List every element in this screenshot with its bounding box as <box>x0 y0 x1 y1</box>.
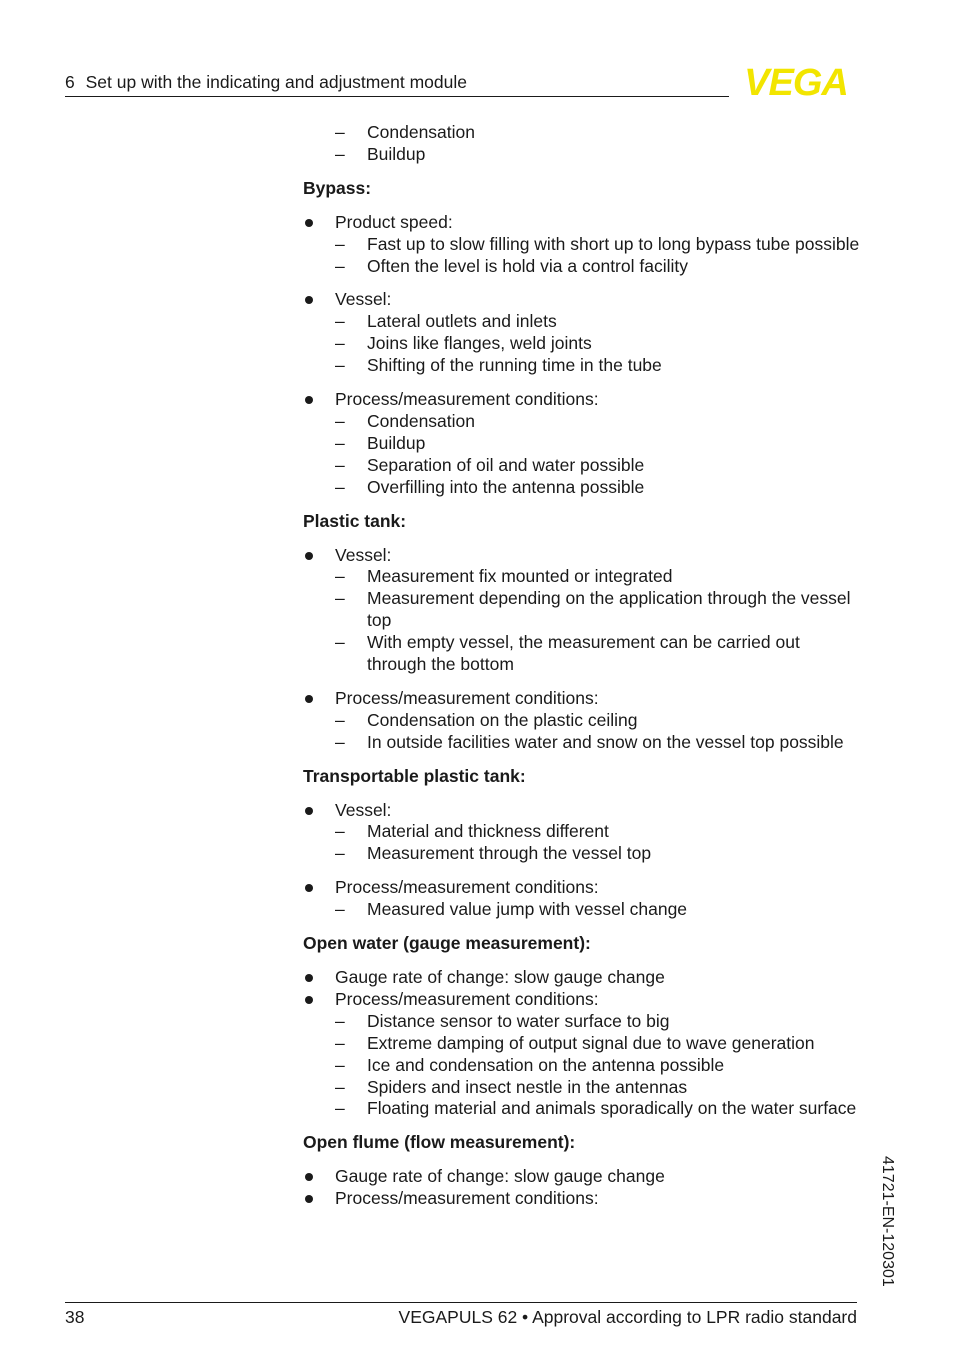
bullet-group <box>303 289 863 377</box>
dash-marker: – <box>335 1010 345 1031</box>
dash-marker: – <box>335 843 345 864</box>
section-heading: Plastic tank: <box>303 510 407 531</box>
bullet-dot-icon <box>305 396 313 404</box>
dash-item-text: Distance sensor to water surface to big <box>367 1010 670 1031</box>
dash-item-text: Shifting of the running time in the tube <box>367 355 662 376</box>
section-title: Set up with the indicating and adjustment module <box>85 72 467 92</box>
dash-item-text: Condensation on the plastic ceiling <box>367 709 638 730</box>
bullet-text: Vessel: <box>335 289 392 310</box>
bullet-group <box>303 967 863 989</box>
dash-item <box>303 144 863 166</box>
dash-item <box>303 355 863 377</box>
dash-item-text: Measurement fix mounted or integrated <box>367 566 673 587</box>
dash-marker: – <box>335 709 345 730</box>
dash-item-text: Condensation <box>367 410 475 431</box>
dash-item <box>303 234 863 256</box>
bullet-text: Gauge rate of change: slow gauge change <box>335 967 665 987</box>
page-content <box>303 122 863 1210</box>
bullet-item <box>303 1166 863 1188</box>
bullet-item <box>303 289 863 311</box>
section-number: 6 <box>65 72 75 92</box>
dash-item-text: Spiders and insect nestle in the antennas <box>367 1076 688 1097</box>
bullet-text: Process/measurement conditions: <box>335 389 599 410</box>
bullet-text: Vessel: <box>335 799 392 820</box>
dash-item <box>303 821 863 843</box>
bullet-dot-icon <box>305 219 313 227</box>
dash-item <box>303 710 863 732</box>
dash-item-text: Floating material and animals sporadically on the water surface <box>367 1098 857 1119</box>
dash-item <box>303 333 863 355</box>
dash-marker: – <box>335 333 345 354</box>
bullet-item <box>303 545 863 567</box>
bullet-group <box>303 688 863 754</box>
bullet-dot-icon <box>305 807 313 815</box>
section-heading: Transportable plastic tank: <box>303 765 526 786</box>
page-number: 38 <box>65 1307 85 1327</box>
bullet-text: Process/measurement conditions: <box>335 1188 599 1209</box>
dash-item <box>303 311 863 333</box>
bullet-text: Product speed: <box>335 211 453 232</box>
bullet-group <box>303 1166 863 1188</box>
bullet-item <box>303 1188 863 1210</box>
dash-marker: – <box>335 432 345 453</box>
dash-item <box>303 1098 863 1120</box>
dash-item <box>303 843 863 865</box>
dash-marker: – <box>335 1054 345 1075</box>
bullet-item <box>303 800 863 822</box>
bullet-text: Process/measurement conditions: <box>335 988 599 1009</box>
dash-marker: – <box>335 476 345 497</box>
bullet-dot-icon <box>305 1173 313 1181</box>
logo-text: VEGA <box>744 64 848 100</box>
vega-logo <box>733 64 859 100</box>
bullet-text: Gauge rate of change: slow gauge change <box>335 1166 665 1187</box>
section-heading: Open flume (flow measurement): <box>303 1132 576 1153</box>
bullet-item <box>303 877 863 899</box>
dash-marker: – <box>335 255 345 276</box>
dash-item-text: Material and thickness different <box>367 821 609 842</box>
dash-item <box>303 566 863 588</box>
dash-item-text: In outside facilities water and snow on the vessel top possible <box>367 731 844 752</box>
bullet-item <box>303 967 863 989</box>
dash-item-text: Measured value jump with vessel change <box>367 899 688 920</box>
dash-item-text: Measurement through the vessel top <box>367 843 652 864</box>
dash-item-text: Buildup <box>367 432 426 453</box>
bullet-dot-icon <box>305 996 313 1004</box>
bullet-dot-icon <box>305 974 313 982</box>
dash-item <box>303 256 863 278</box>
dash-item-text: Often the level is hold via a control facility <box>367 255 688 276</box>
dash-item-text: Condensation <box>367 122 475 142</box>
dash-item <box>303 122 863 144</box>
bullet-group <box>303 800 863 866</box>
bullet-dot-icon <box>305 296 313 304</box>
bullet-dot-icon <box>305 884 313 892</box>
dash-marker: – <box>335 566 345 587</box>
bullet-dot-icon <box>305 1195 313 1203</box>
document-number: 41721-EN-120301 <box>879 1156 896 1287</box>
bullet-item <box>303 389 863 411</box>
section <box>303 933 863 1120</box>
dash-item <box>303 455 863 477</box>
dash-item <box>303 588 863 632</box>
sections <box>303 178 863 1210</box>
bullet-text: Process/measurement conditions: <box>335 877 599 898</box>
dash-item <box>303 1033 863 1055</box>
bullet-group <box>303 545 863 676</box>
dash-item-text: Buildup <box>367 143 426 164</box>
dash-marker: – <box>335 311 345 332</box>
dash-marker: – <box>335 588 345 609</box>
dash-item-text: Ice and condensation on the antenna possible <box>367 1054 725 1075</box>
dash-item-text: Measurement depending on the application through the vessel top <box>367 588 851 631</box>
dash-item <box>303 1077 863 1099</box>
section <box>303 511 863 754</box>
dash-marker: – <box>335 454 345 475</box>
section-heading: Bypass: <box>303 177 372 198</box>
bullet-dot-icon <box>305 552 313 560</box>
dash-item <box>303 411 863 433</box>
dash-marker: – <box>335 143 345 164</box>
bullet-item <box>303 688 863 710</box>
dash-item <box>303 1055 863 1077</box>
bullet-group <box>303 989 863 1120</box>
bullet-dot-icon <box>305 695 313 703</box>
dash-marker: – <box>335 1032 345 1053</box>
dash-item-text: Overfilling into the antenna possible <box>367 476 645 497</box>
bullet-text: Process/measurement conditions: <box>335 687 599 708</box>
dash-item <box>303 632 863 676</box>
bullet-group <box>303 212 863 278</box>
dash-item-text: Lateral outlets and inlets <box>367 311 557 332</box>
section <box>303 766 863 921</box>
dash-item-text: Extreme damping of output signal due to wave generation <box>367 1032 815 1053</box>
dash-marker: – <box>335 410 345 431</box>
section <box>303 178 863 499</box>
dash-item <box>303 477 863 499</box>
bullet-group <box>303 1188 863 1210</box>
dash-item <box>303 1011 863 1033</box>
bullet-group <box>303 877 863 921</box>
bullet-item <box>303 989 863 1011</box>
dash-item <box>303 433 863 455</box>
dash-item-text: Joins like flanges, weld joints <box>367 333 592 354</box>
dash-item-text: With empty vessel, the measurement can be carried out through the bottom <box>367 632 800 675</box>
dash-item <box>303 899 863 921</box>
running-header <box>65 70 729 97</box>
dash-marker: – <box>335 122 345 142</box>
section <box>303 1132 863 1210</box>
dash-marker: – <box>335 1076 345 1097</box>
dash-item-text: Fast up to slow filling with short up to long bypass tube possible <box>367 233 860 254</box>
dash-marker: – <box>335 899 345 920</box>
dash-marker: – <box>335 233 345 254</box>
dash-marker: – <box>335 821 345 842</box>
section-heading: Open water (gauge measurement): <box>303 933 591 954</box>
dash-item-text: Separation of oil and water possible <box>367 454 645 475</box>
dash-marker: – <box>335 1098 345 1119</box>
dash-marker: – <box>335 355 345 376</box>
bullet-text: Vessel: <box>335 544 392 565</box>
footer-title: VEGAPULS 62 • Approval according to LPR radio standard <box>398 1307 857 1327</box>
intro-list <box>303 122 863 166</box>
dash-marker: – <box>335 731 345 752</box>
bullet-group <box>303 389 863 499</box>
dash-item <box>303 732 863 754</box>
dash-marker: – <box>335 632 345 653</box>
footer-divider <box>65 1302 857 1303</box>
bullet-item <box>303 212 863 234</box>
